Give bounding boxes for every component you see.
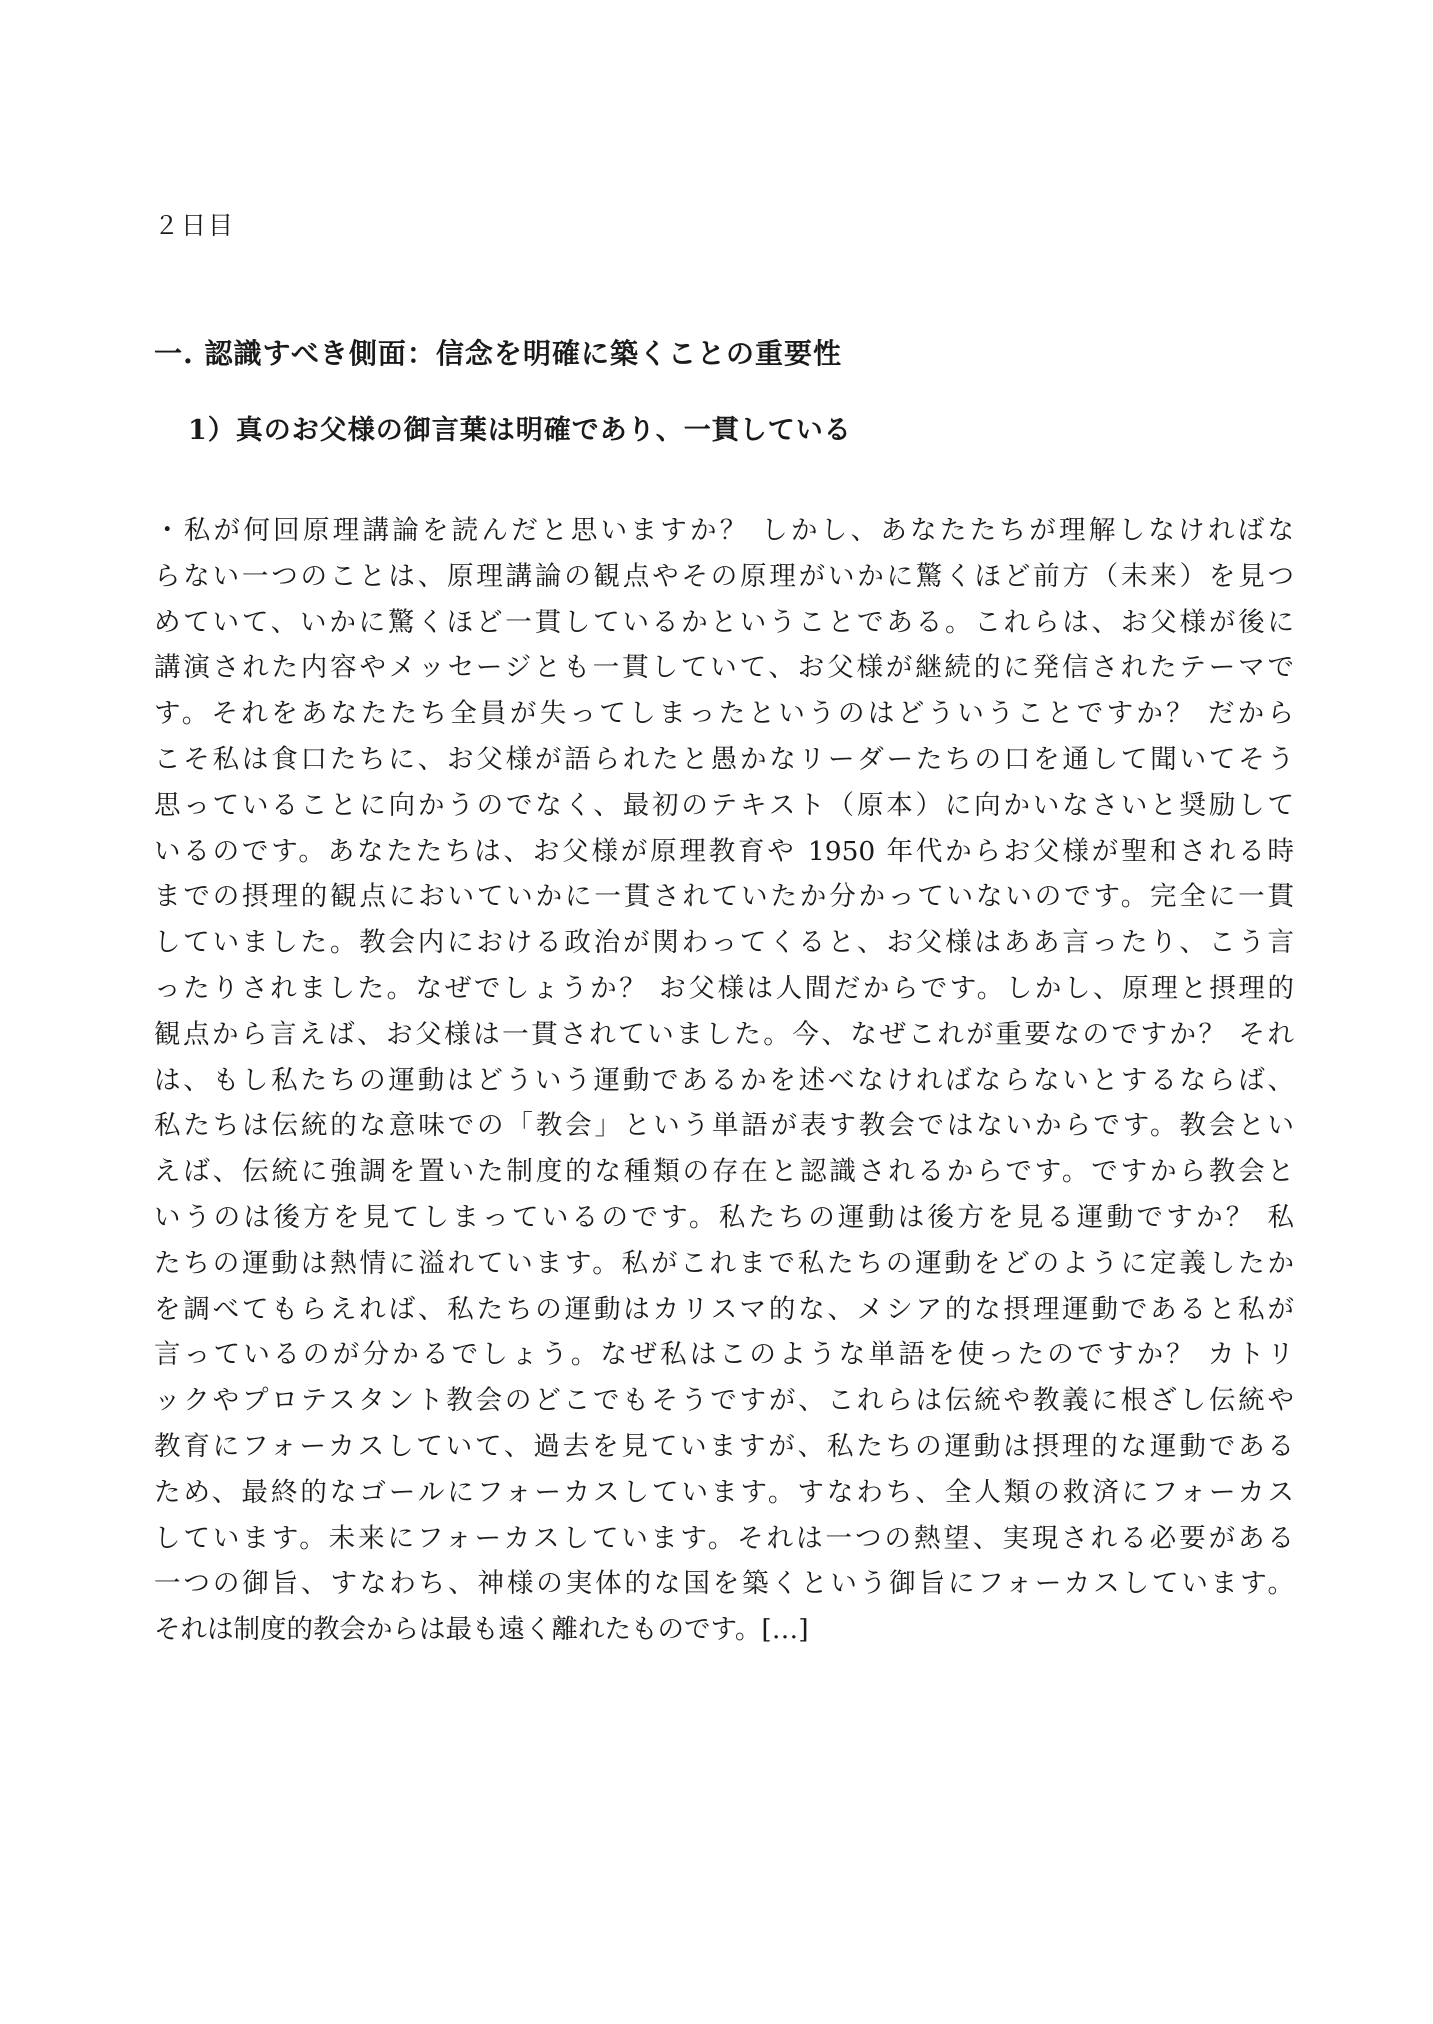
day-label: ２日目	[154, 211, 236, 240]
body-line: らない一つのことは、原理講論の観点やその原理がいかに驚くほど前方（未来）を見つ	[154, 560, 1294, 592]
body-paragraph	[154, 508, 1294, 1653]
body-line: 講演された内容やメッセージとも一貫していて、お父様が継続的に発信されたテーマで	[154, 652, 1294, 684]
body-line: 私たちは伝統的な意味での「教会」という単語が表す教会ではないからです。教会とい	[154, 1110, 1294, 1142]
body-line: いうのは後方を見てしまっているのです。私たちの運動は後方を見る運動ですか？ 私	[154, 1201, 1294, 1233]
sub-heading: 1）真のお父様の御言葉は明確であり、一貫している	[188, 415, 852, 446]
body-line: 思っていることに向かうのでなく、最初のテキスト（原本）に向かいなさいと奨励して	[154, 789, 1294, 821]
body-line: 一つの御旨、すなわち、神様の実体的な国を築くという御旨にフォーカスしています。	[154, 1568, 1294, 1600]
body-line: 観点から言えば、お父様は一貫されていました。今、なぜこれが重要なのですか？ それ	[154, 1018, 1294, 1050]
body-line: それは制度的教会からは最も遠く離れたものです。[…]	[154, 1614, 809, 1646]
body-line: しています。未来にフォーカスしています。それは一つの熱望、実現される必要がある	[154, 1522, 1294, 1554]
body-line: こそ私は食口たちに、お父様が語られたと愚かなリーダーたちの口を通して聞いてそう	[154, 743, 1294, 775]
body-line: す。それをあなたたち全員が失ってしまったというのはどういうことですか？ だから	[154, 698, 1294, 730]
body-line: 言っているのが分かるでしょう。なぜ私はこのような単語を使ったのですか？ カトリ	[154, 1339, 1294, 1371]
section-heading: 一. 認識すべき側面：信念を明確に築くことの重要性	[154, 337, 842, 370]
body-line: いるのです。あなたたちは、お父様が原理教育や 1950 年代からお父様が聖和される時	[154, 835, 1294, 867]
body-line: たちの運動は熱情に溢れています。私がこれまで私たちの運動をどのように定義したか	[154, 1247, 1294, 1279]
body-line: を調べてもらえれば、私たちの運動はカリスマ的な、メシア的な摂理運動であると私が	[154, 1293, 1294, 1325]
body-line: ったりされました。なぜでしょうか？ お父様は人間だからです。しかし、原理と摂理的	[154, 972, 1294, 1004]
body-line: めていて、いかに驚くほど一貫しているかということである。これらは、お父様が後に	[154, 606, 1294, 638]
body-line: ・私が何回原理講論を読んだと思いますか？ しかし、あなたたちが理解しなければな	[154, 515, 1294, 546]
body-line: ため、最終的なゴールにフォーカスしています。すなわち、全人類の救済にフォーカス	[154, 1476, 1294, 1508]
body-line: ックやプロテスタント教会のどこでもそうですが、これらは伝統や教義に根ざし伝統や	[154, 1385, 1294, 1417]
body-line: までの摂理的観点においていかに一貫されていたか分かっていないのです。完全に一貫	[154, 881, 1294, 913]
body-line: していました。教会内における政治が関わってくると、お父様はああ言ったり、こう言	[154, 927, 1294, 959]
body-line: は、もし私たちの運動はどういう運動であるかを述べなければならないとするならば、	[154, 1064, 1294, 1096]
body-line: 教育にフォーカスしていて、過去を見ていますが、私たちの運動は摂理的な運動である	[154, 1430, 1294, 1462]
body-line: えば、伝統に強調を置いた制度的な種類の存在と認識されるからです。ですから教会と	[154, 1156, 1294, 1188]
